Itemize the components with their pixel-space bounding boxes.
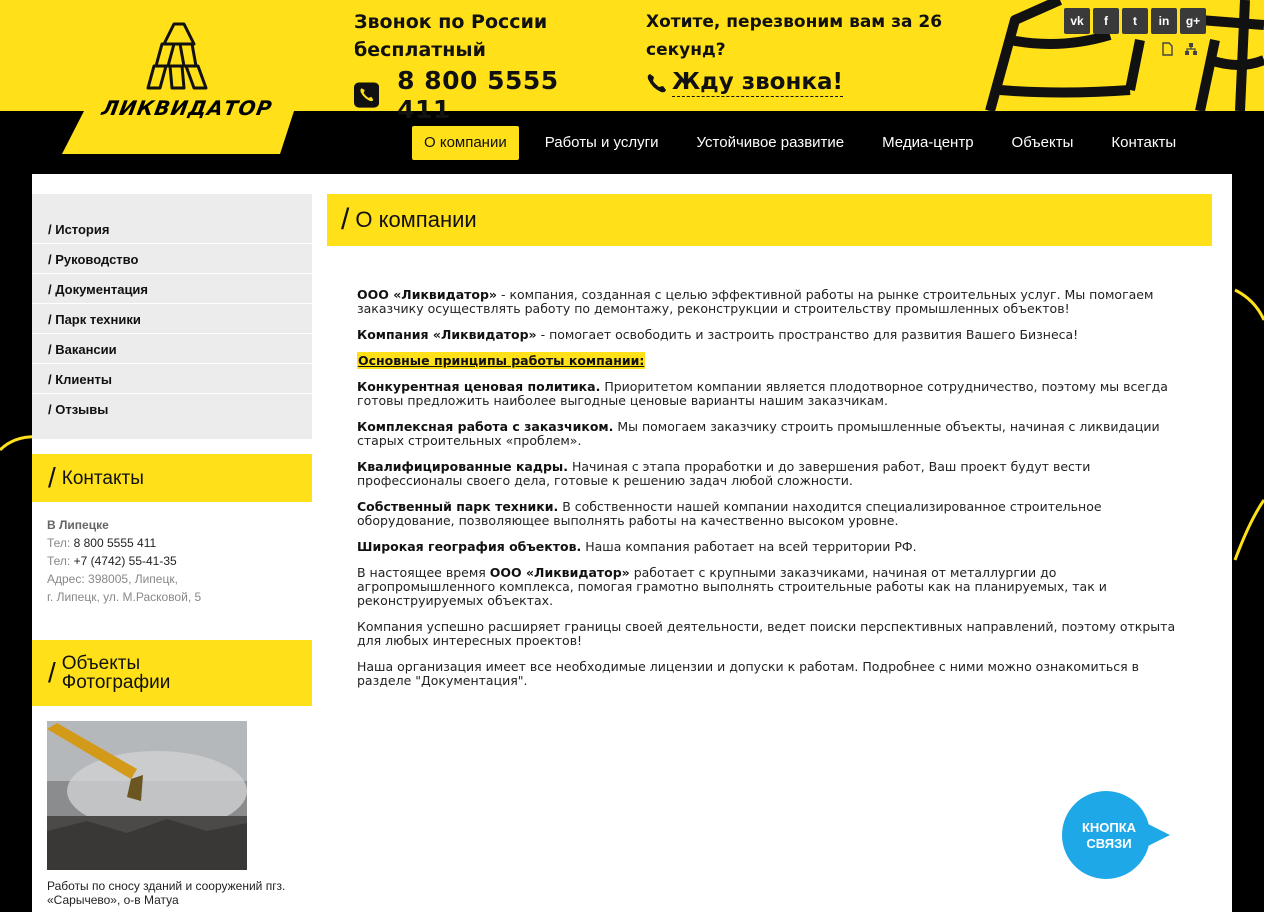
- twitter-icon[interactable]: t: [1122, 8, 1148, 34]
- google-plus-icon[interactable]: g+: [1180, 8, 1206, 34]
- paragraph-bold: ООО «Ликвидатор»: [357, 287, 497, 302]
- paragraph: [357, 380, 1182, 408]
- paragraph-bold: Собственный парк техники.: [357, 499, 559, 514]
- sidebar-item-reviews[interactable]: / Отзывы: [48, 402, 109, 417]
- sidebar-item-vacancies[interactable]: / Вакансии: [32, 334, 312, 364]
- logo-text: ЛИКВИДАТОР: [99, 96, 275, 120]
- phone-icon: [354, 82, 379, 108]
- object-caption[interactable]: Работы по сносу зданий и сооружений пгз. «Сарычево», о-в Матуа: [47, 879, 286, 907]
- objects-heading: [32, 640, 312, 706]
- paragraph-text: - помогает освободить и застроить пространство для развития Вашего Бизнеса!: [536, 327, 1079, 342]
- page-heading: [327, 194, 1212, 246]
- objects-title: [62, 654, 171, 692]
- nav-contacts[interactable]: Контакты: [1111, 134, 1177, 151]
- linkedin-icon[interactable]: in: [1151, 8, 1177, 34]
- callback-link[interactable]: Жду звонка!: [672, 69, 843, 95]
- heading-slash-icon: /: [48, 657, 56, 688]
- contacts-heading: [32, 454, 312, 502]
- main-nav: [412, 126, 1202, 160]
- sitemap-icon[interactable]: [1184, 42, 1198, 56]
- objects-title-line2: Фотографии: [61, 672, 171, 693]
- tel2-label: Тел:: [47, 554, 71, 568]
- sidebar-item-management[interactable]: / Руководство: [32, 244, 312, 274]
- principles-heading: Основные принципы работы компании:: [358, 353, 645, 368]
- contacts-title: Контакты: [61, 467, 144, 489]
- content-panel: [32, 174, 1232, 912]
- phone-block: [354, 8, 614, 124]
- paragraph-text: - компания, созданная с целью эффективной работы на рынке строительных услуг. Мы помогаем заказчику осуществлять работу по демонтажу, реконструкции и строительству промышленных объектов!: [357, 287, 1154, 316]
- nav-objects[interactable]: Объекты: [1011, 134, 1074, 151]
- paragraph: [357, 540, 1182, 554]
- facebook-icon[interactable]: f: [1093, 8, 1119, 34]
- paragraph: [357, 420, 1182, 448]
- paragraph: [357, 566, 1182, 608]
- nav-media[interactable]: Медиа-центр: [882, 134, 974, 151]
- document-icon[interactable]: [1160, 42, 1174, 56]
- tel2-value[interactable]: +7 (4742) 55-41-35: [73, 554, 177, 568]
- contacts-city: В Липецке: [47, 518, 109, 532]
- page-title: О компании: [355, 207, 477, 232]
- contacts-info: [32, 502, 312, 630]
- nav-about[interactable]: О компании: [412, 126, 519, 160]
- phone-title: Звонок по России бесплатный: [354, 11, 548, 61]
- paragraph-text: Наша компания работает на всей территории РФ.: [581, 539, 917, 554]
- address-line1: Адрес: 398005, Липецк,: [47, 572, 178, 586]
- sidebar-item-documents[interactable]: / Документация: [32, 274, 312, 304]
- paragraph: Компания успешно расширяет границы своей деятельности, ведет поиски перспективных направлений, поэтому открыта для любых интересных проектов!: [357, 619, 1176, 648]
- paragraph-bold: Компания «Ликвидатор»: [357, 327, 537, 342]
- paragraph-bold: Комплексная работа с заказчиком.: [357, 419, 614, 434]
- callback-block: [646, 8, 946, 97]
- sidebar-item-equipment[interactable]: / Парк техники: [32, 304, 312, 334]
- paragraph: [357, 354, 1182, 368]
- object-photo[interactable]: [47, 721, 247, 870]
- paragraph: [357, 460, 1182, 488]
- article: [327, 246, 1212, 688]
- paragraph-text: Начиная с этапа проработки и до завершения работ, Ваш проект будут вести профессионалы своего дела, готовые к решению задач любой сложности.: [357, 459, 1091, 488]
- phone-number[interactable]: 8 800 5555 411: [397, 66, 559, 124]
- paragraph: [357, 500, 1182, 528]
- paragraph-text: Приоритетом компании является плодотворное сотрудничество, поэтому мы всегда готовы предложить наиболее выгодные ценовые варианты нашим заказчикам.: [357, 379, 1168, 408]
- paragraph-bold: Широкая география объектов.: [357, 539, 582, 554]
- paragraph: [357, 328, 1182, 342]
- header: [0, 0, 1264, 124]
- vk-icon[interactable]: vk: [1064, 8, 1090, 34]
- header-tools: [1160, 42, 1198, 56]
- contact-button-line2: СВЯЗИ: [1086, 836, 1132, 851]
- logo[interactable]: [62, 0, 294, 154]
- paragraph-text: В настоящее время: [357, 565, 490, 580]
- tel1-value[interactable]: 8 800 5555 411: [73, 536, 157, 550]
- paragraph-bold: Конкурентная ценовая политика.: [357, 379, 601, 394]
- main-content: [327, 194, 1212, 700]
- callback-title: Хотите, перезвоним вам за 26 секунд?: [646, 12, 943, 60]
- paragraph-bold: ООО «Ликвидатор»: [489, 565, 630, 580]
- paragraph-bold: Квалифицированные кадры.: [357, 459, 568, 474]
- address-line2: г. Липецк, ул. М.Расковой, 5: [47, 590, 202, 604]
- paragraph-text: Мы помогаем заказчику строить промышленные объекты, начиная с ликвидации старых строительных «проблем».: [357, 419, 1160, 448]
- sidebar-item-history[interactable]: / История: [32, 214, 312, 244]
- contact-button-label[interactable]: [1062, 820, 1156, 852]
- contact-button-line1: КНОПКА: [1081, 820, 1137, 835]
- nav-sustainability[interactable]: Устойчивое развитие: [696, 134, 845, 151]
- paragraph: [357, 288, 1182, 316]
- nav-services[interactable]: Работы и услуги: [544, 134, 659, 151]
- phone-handset-icon: [646, 72, 668, 94]
- paragraph-text: работает с крупными заказчиками, начиная от металлургии до агропромышленного комплекса, помогая грамотно выполнять строительные работы как на планируемых, так и реконструируемых объектах.: [357, 565, 1107, 608]
- tel1-label: Тел:: [47, 536, 71, 550]
- sidebar-menu: [32, 194, 312, 439]
- objects-title-line1: Объекты: [61, 653, 141, 674]
- heading-slash-icon: /: [48, 462, 56, 493]
- social-links: [1064, 8, 1206, 34]
- paragraph: Наша организация имеет все необходимые лицензии и допуски к работам. Подробнее с ними можно ознакомиться в разделе "Документация".: [357, 659, 1139, 688]
- paragraph-text: В собственности нашей компании находится специализированное строительное оборудование, позволяющее выполнять работы на качественно высоком уровне.: [357, 499, 1102, 528]
- heading-slash-icon: /: [341, 203, 350, 236]
- sidebar-item-clients[interactable]: / Клиенты: [32, 364, 312, 394]
- sidebar: [32, 194, 312, 912]
